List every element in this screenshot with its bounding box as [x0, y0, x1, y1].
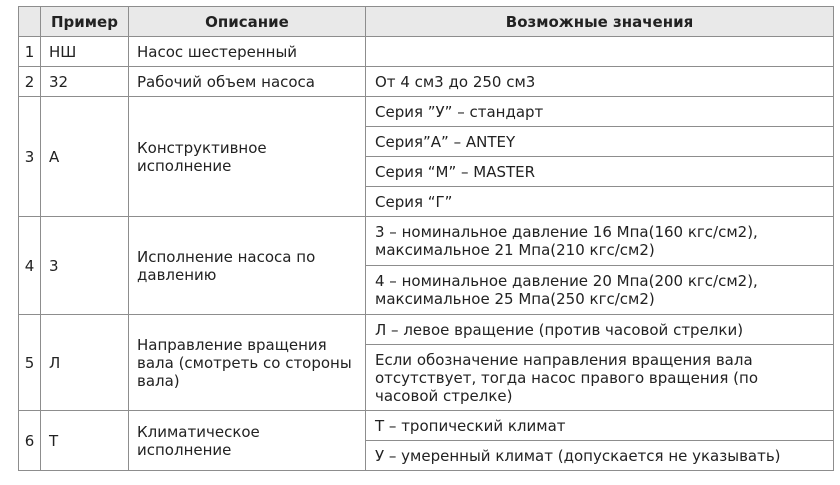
row-description: Рабочий объем насоса: [129, 67, 366, 97]
row-number: 4: [19, 217, 41, 315]
row-value: Л – левое вращение (против часовой стрелки): [366, 315, 834, 345]
row-example: 3: [41, 217, 129, 315]
row-value: Серия ”У” – стандарт: [366, 97, 834, 127]
row-value: 3 – номинальное давление 16 Мпа(160 кгс/см2), максимальное 21 Мпа(210 кгс/см2): [366, 217, 834, 266]
row-value: Серия”А” – ANTEY: [366, 127, 834, 157]
row-description: Насос шестеренный: [129, 37, 366, 67]
row-description: Исполнение насоса по давлению: [129, 217, 366, 315]
row-value: Если обозначение направления вращения вала отсутствует, тогда насос правого вращения (по часовой стрелке): [366, 345, 834, 411]
header-description: Описание: [129, 7, 366, 37]
row-description: Климатическое исполнение: [129, 411, 366, 471]
table-body: [19, 37, 834, 471]
row-number: 3: [19, 97, 41, 217]
header-row: [19, 7, 834, 37]
row-description: Направление вращения вала (смотреть со стороны вала): [129, 315, 366, 411]
row-value: От 4 см3 до 250 см3: [366, 67, 834, 97]
table-row: [19, 97, 834, 127]
row-example: Л: [41, 315, 129, 411]
table-header: [19, 7, 834, 37]
row-value: Т – тропический климат: [366, 411, 834, 441]
row-description: Конструктивное исполнение: [129, 97, 366, 217]
row-number: 2: [19, 67, 41, 97]
header-num: [19, 7, 41, 37]
row-example: НШ: [41, 37, 129, 67]
row-example: А: [41, 97, 129, 217]
table-row: [19, 315, 834, 345]
table-row: [19, 411, 834, 441]
row-value: У – умеренный климат (допускается не указывать): [366, 441, 834, 471]
row-example: Т: [41, 411, 129, 471]
header-values: Возможные значения: [366, 7, 834, 37]
table-row: [19, 67, 834, 97]
row-value: [366, 37, 834, 67]
row-number: 6: [19, 411, 41, 471]
table-row: [19, 217, 834, 266]
row-number: 1: [19, 37, 41, 67]
row-value: Серия “Г”: [366, 187, 834, 217]
table-row: [19, 37, 834, 67]
row-example: 32: [41, 67, 129, 97]
pump-designation-table: [18, 6, 834, 471]
row-value: 4 – номинальное давление 20 Мпа(200 кгс/см2), максимальное 25 Мпа(250 кгс/см2): [366, 266, 834, 315]
header-example: Пример: [41, 7, 129, 37]
row-number: 5: [19, 315, 41, 411]
row-value: Серия “М” – MASTER: [366, 157, 834, 187]
